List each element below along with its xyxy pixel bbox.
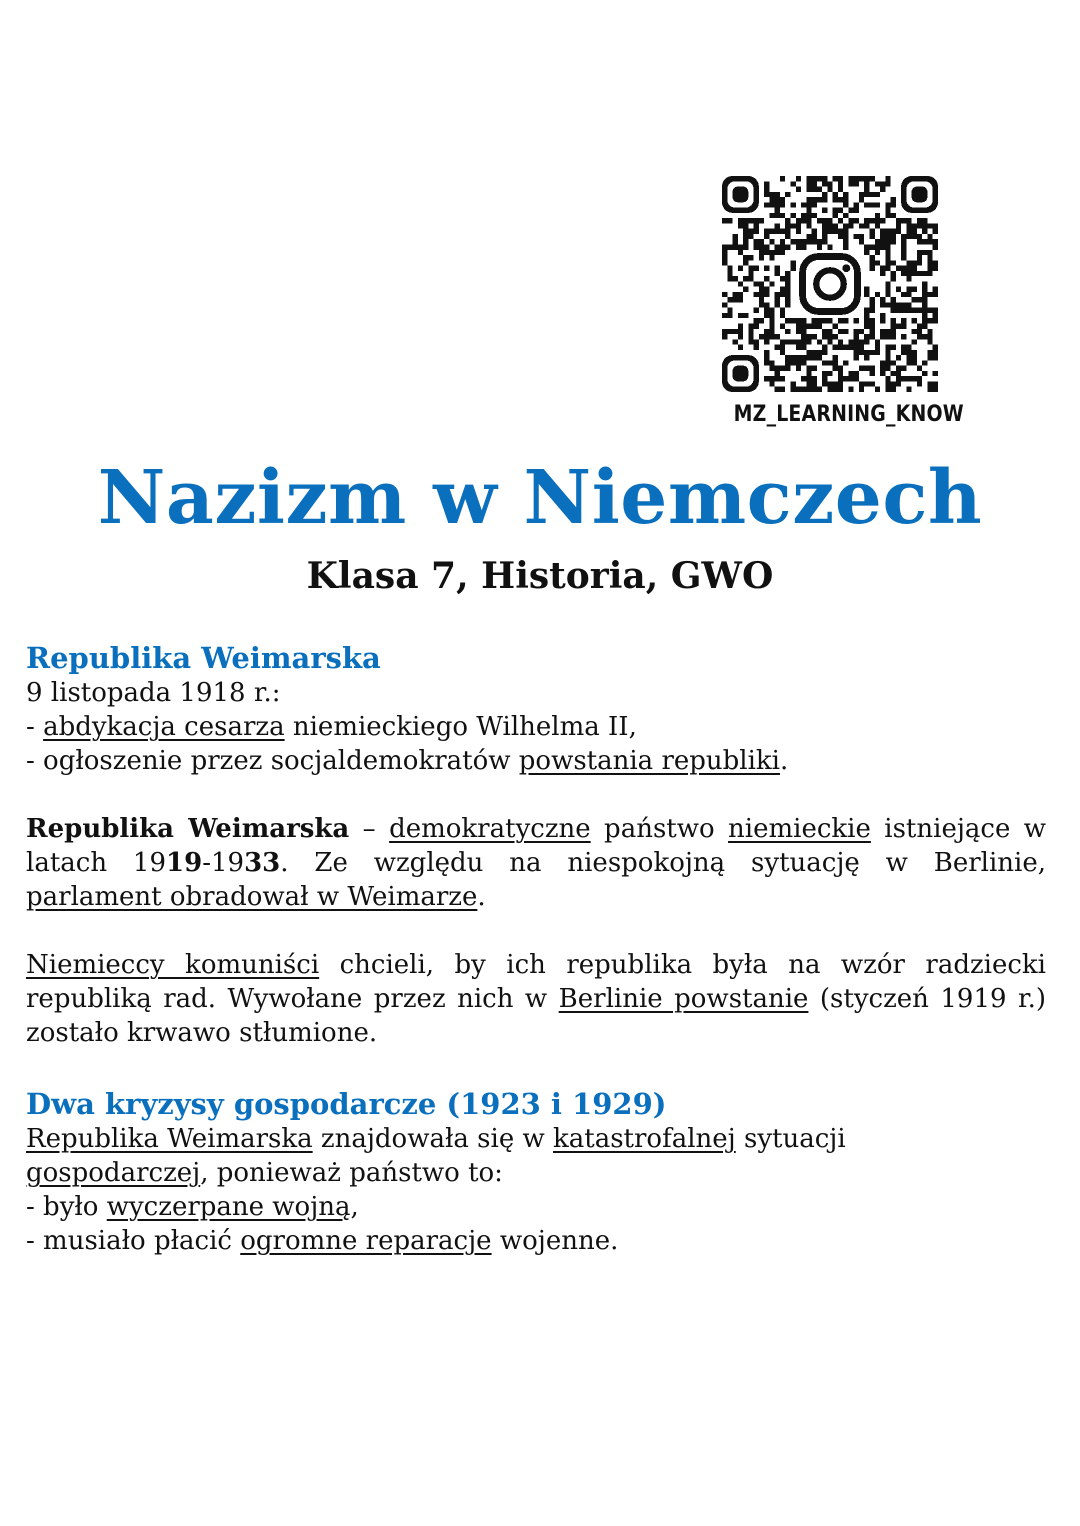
section-heading-crises: Dwa kryzysy gospodarcze (1923 i 1929) [26, 1087, 667, 1121]
paragraph-economy: Republika Weimarska znajdowała się w katastrofalnej sytuacji gospodarczej, ponieważ państwo to: [26, 1124, 846, 1188]
instagram-icon [798, 252, 861, 315]
qr-finder-top-left [722, 176, 759, 213]
date-line: 9 listopada 1918 r.: [26, 678, 281, 708]
bullet-exhausted: - było wyczerpane wojną, [26, 1192, 359, 1222]
document-body [26, 640, 1046, 1258]
qr-finder-bottom-left [722, 355, 759, 392]
bullet-republic: - ogłoszenie przez socjaldemokratów powstania republiki. [26, 746, 789, 776]
bullet-abdication: - abdykacja cesarza niemieckiego Wilhelma II, [26, 712, 637, 742]
section-heading-weimar: Republika Weimarska [26, 641, 381, 675]
instagram-handle: MZ_LEARNING_KNOW [733, 402, 964, 427]
qr-finder-top-right [901, 176, 938, 213]
bullet-reparations: - musiało płacić ogromne reparacje wojenne. [26, 1226, 619, 1256]
qr-code-block [718, 176, 964, 427]
paragraph-communists: Niemieccy komuniści chcieli, by ich republika była na wzór radziecki republiką rad. Wywołane przez nich w Berlinie powstanie (styczeń 1919 r.) zostało krwawo stłumione. [26, 950, 1046, 1048]
paragraph-definition: Republika Weimarska – demokratyczne państwo niemieckie istniejące w latach 1919-1933. Ze względu na niespokojną sytuację w Berlinie, parlament obradował w Weimarze. [26, 814, 1047, 912]
page-subtitle: Klasa 7, Historia, GWO [306, 555, 774, 597]
page-title: Nazizm w Niemczech [97, 455, 983, 541]
qr-code [722, 176, 938, 392]
